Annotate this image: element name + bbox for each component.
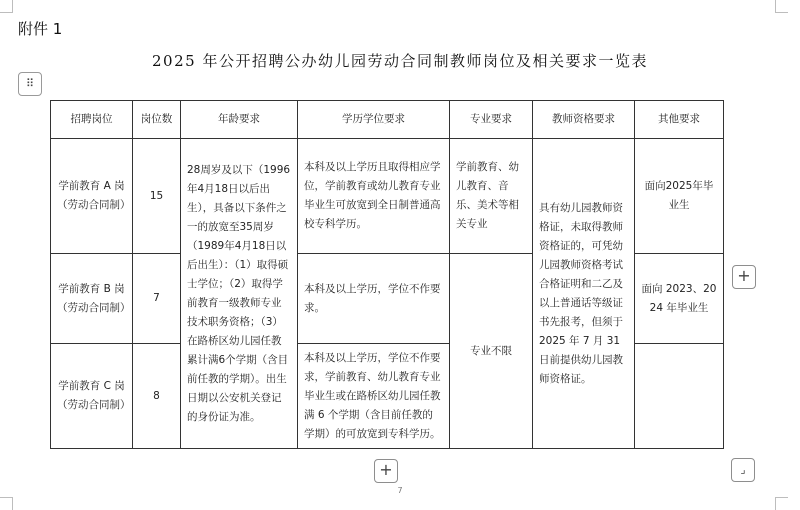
requirements-table [50, 100, 724, 449]
header-other: 其他要求 [635, 101, 724, 139]
header-post: 招聘岗位 [51, 101, 133, 139]
add-column-button[interactable]: + [732, 265, 756, 289]
age-requirement-cell: 28周岁及以下（1996年4月18日以后出生），具备以下条件之一的放宽至35周岁（1989年4月18日以后出生）：（1）取得硕士学位；（2）取得学前教育一级教师专业技术职务资格；（3）在路桥区幼儿园任教累计满6个学期（含目前任教的学期）。出生日期以公安机关登记的身份证为准。 [181, 139, 298, 449]
other-cell: 面向2025年毕业生 [635, 139, 724, 254]
header-teacher-cert: 教师资格要求 [533, 101, 635, 139]
other-cell: 面向 2023、2024 年毕业生 [635, 254, 724, 344]
table-resize-icon[interactable]: ⌟ [731, 458, 755, 482]
other-cell [635, 344, 724, 449]
count-cell: 15 [133, 139, 181, 254]
header-count: 岗位数 [133, 101, 181, 139]
post-cell: 学前教育 B 岗（劳动合同制） [51, 254, 133, 344]
header-education: 学历学位要求 [298, 101, 450, 139]
page-corner-mark [0, 0, 13, 13]
major-cell: 学前教育、幼儿教育、音乐、美术等相关专业 [450, 139, 533, 254]
teacher-cert-cell: 具有幼儿园教师资格证，未取得教师资格证的，可凭幼儿园教师资格考试合格证明和二乙及以上普通话等级证书先报考，但须于 2025 年 7 月 31 日前提供幼儿园教师资格证。 [533, 139, 635, 449]
table-header-row [51, 101, 724, 139]
page-corner-mark [775, 497, 788, 510]
table-move-handle-icon[interactable]: ⠿ [18, 72, 42, 96]
add-row-button[interactable]: + [374, 459, 398, 483]
count-cell: 8 [133, 344, 181, 449]
count-cell: 7 [133, 254, 181, 344]
header-major: 专业要求 [450, 101, 533, 139]
table-row [51, 139, 724, 254]
annex-label: 附件 1 [18, 20, 63, 38]
page-corner-mark [775, 0, 788, 13]
page-number: 7 [397, 486, 403, 495]
document-title: 2025 年公开招聘公办幼儿园劳动合同制教师岗位及相关要求一览表 [152, 52, 648, 70]
major-cell: 专业不限 [450, 254, 533, 449]
post-cell: 学前教育 A 岗（劳动合同制） [51, 139, 133, 254]
education-cell: 本科及以上学历且取得相应学位，学前教育或幼儿教育专业毕业生可放宽到全日制普通高校专科学历。 [298, 139, 450, 254]
post-cell: 学前教育 C 岗（劳动合同制） [51, 344, 133, 449]
education-cell: 本科及以上学历，学位不作要求，学前教育、幼儿教育专业毕业生或在路桥区幼儿园任教满 6 个学期（含目前任教的学期）的可放宽到专科学历。 [298, 344, 450, 449]
page-corner-mark [0, 497, 13, 510]
header-age: 年龄要求 [181, 101, 298, 139]
education-cell: 本科及以上学历，学位不作要求。 [298, 254, 450, 344]
